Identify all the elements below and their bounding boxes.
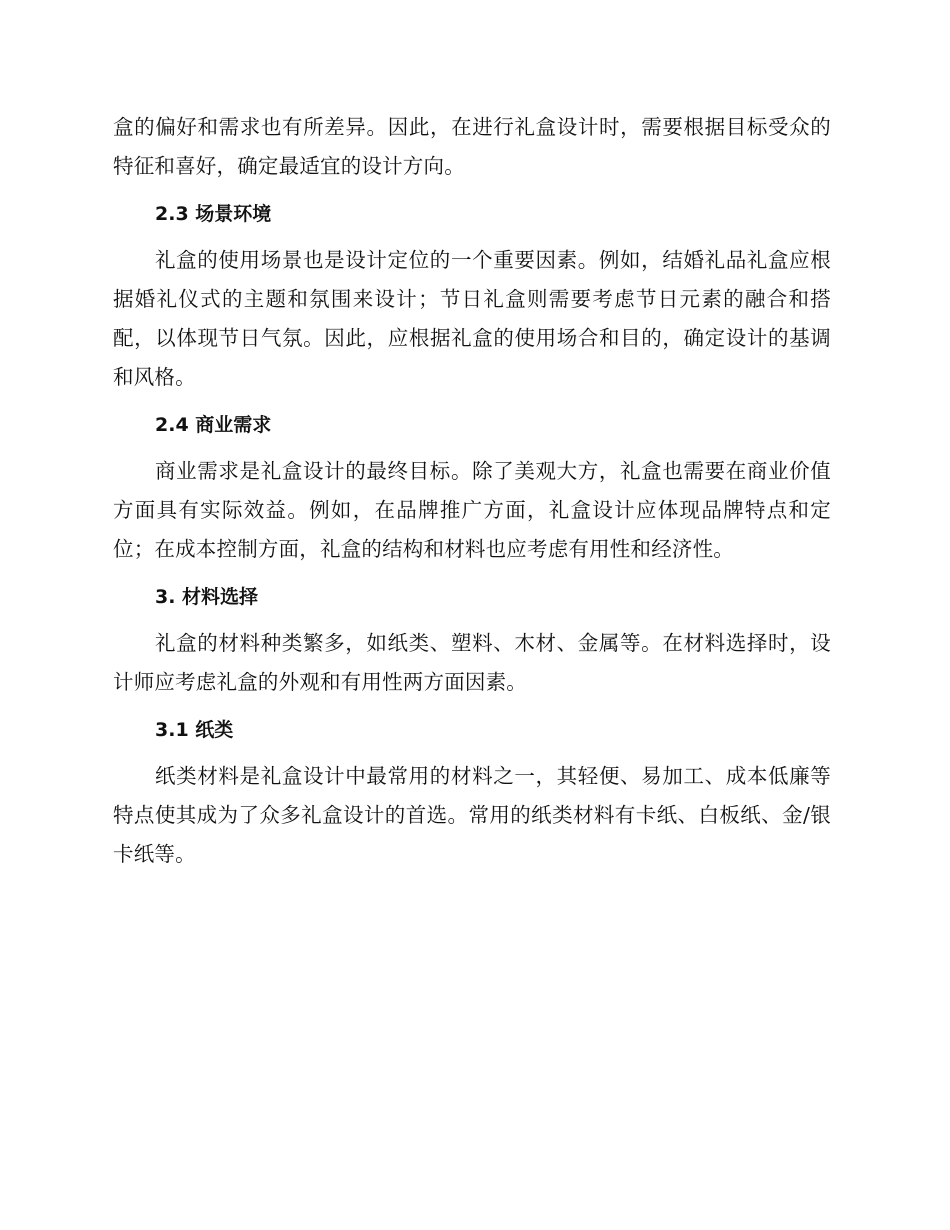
heading-2-4-business-needs: 2.4 商业需求 — [155, 414, 272, 436]
heading-3-material-selection: 3. 材料选择 — [155, 586, 259, 608]
heading-2-3-scene-environment: 2.3 场景环境 — [155, 203, 272, 225]
paragraph-scene-environment: 礼盒的使用场景也是设计定位的一个重要因素。例如，结婚礼品礼盒应根据婚礼仪式的主题和氛围来设计；节日礼盒则需要考虑节日元素的融合和搭配，以体现节日气氛。因此，应根据礼盒的使用场合和目的，确定设计的基调和风格。 — [113, 248, 831, 389]
heading-3-1-paper: 3.1 纸类 — [155, 719, 234, 741]
paragraph-paper: 纸类材料是礼盒设计中最常用的材料之一，其轻便、易加工、成本低廉等特点使其成为了众多礼盒设计的首选。常用的纸类材料有卡纸、白板纸、金/银卡纸等。 — [113, 764, 831, 866]
paragraph-audience-continued: 盒的偏好和需求也有所差异。因此，在进行礼盒设计时，需要根据目标受众的特征和喜好，确定最适宜的设计方向。 — [113, 115, 831, 178]
document-body — [113, 108, 831, 874]
paragraph-material-selection: 礼盒的材料种类繁多，如纸类、塑料、木材、金属等。在材料选择时，设计师应考虑礼盒的外观和有用性两方面因素。 — [113, 631, 831, 694]
paragraph-business-needs: 商业需求是礼盒设计的最终目标。除了美观大方，礼盒也需要在商业价值方面具有实际效益。例如，在品牌推广方面，礼盒设计应体现品牌特点和定位；在成本控制方面，礼盒的结构和材料也应考虑有用性和经济性。 — [113, 459, 831, 561]
